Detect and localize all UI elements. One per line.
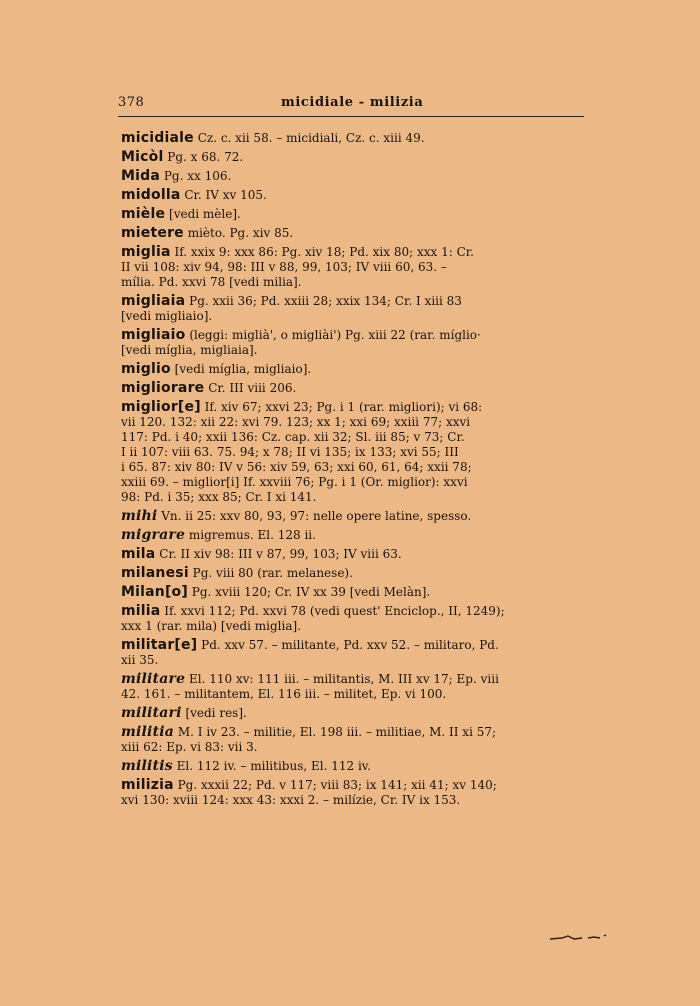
entry-headword: militare — [121, 671, 186, 687]
entry-references: Cz. c. xii 58. – micidiali, Cz. c. xiii 49. — [197, 131, 425, 145]
entry-references: If. xxix 9: xxx 86: Pg. xiv 18; Pd. xix 80; xxx 1: Cr. — [174, 245, 474, 259]
entry-line — [121, 671, 586, 687]
dictionary-entry — [121, 706, 586, 721]
dictionary-entry — [121, 725, 586, 755]
entry-headword: milanesi — [121, 565, 189, 581]
entry-headword: militar[e] — [121, 637, 198, 653]
entry-references: Pd. xxv 57. – militante, Pd. xxv 52. – militaro, Pd. — [201, 638, 499, 652]
entry-list — [121, 131, 586, 812]
entry-references: [vedi míglia, migliaia]. — [121, 343, 258, 357]
entry-references: 98: Pd. i 35; xxx 85; Cr. I xi 141. — [121, 490, 317, 504]
dictionary-entry — [121, 528, 586, 543]
dictionary-entry — [121, 778, 586, 808]
entry-references: 42. 161. – militantem, El. 116 iii. – militet, Ep. vi 100. — [121, 687, 447, 701]
entry-references: If. xiv 67; xxvi 23; Pg. i 1 (rar. migliori); vi 68: — [204, 400, 483, 414]
entry-headword: miglia — [121, 244, 171, 260]
dictionary-entry — [121, 566, 586, 581]
entry-headword: migrare — [121, 527, 186, 543]
entry-references: Pg. xviii 120; Cr. IV xx 39 [vedi Melàn]. — [191, 585, 431, 599]
entry-headword: milia — [121, 603, 161, 619]
dictionary-entry — [121, 509, 586, 524]
entry-line — [121, 343, 586, 358]
entry-references: If. xxvi 112; Pd. xxvi 78 (vedi quest' Enciclop., II, 1249); — [164, 604, 505, 618]
entry-references: Cr. IV xv 105. — [184, 188, 267, 202]
entry-line — [121, 380, 586, 396]
entry-line — [121, 130, 586, 146]
entry-references: (leggi: miglià', o migliài') Pg. xiii 22 (rar. míglio· — [189, 328, 481, 342]
entry-headword: Micòl — [121, 149, 164, 165]
entry-line — [121, 490, 586, 505]
entry-references: vii 120. 132: xii 22: xvi 79. 123; xx 1; xxi 69; xxiii 77; xxvi — [121, 415, 471, 429]
entry-headword: migliaio — [121, 327, 186, 343]
dictionary-entry — [121, 328, 586, 358]
header-rule — [118, 116, 584, 117]
entry-references: xxx 1 (rar. mila) [vedi miglia]. — [121, 619, 302, 633]
entry-line — [121, 309, 586, 324]
entry-line — [121, 327, 586, 343]
page-header — [118, 95, 584, 115]
entry-references: xvi 130: xviii 124: xxx 43: xxxi 2. – milízie, Cr. IV ix 153. — [121, 793, 461, 807]
dictionary-entry — [121, 294, 586, 324]
entry-headword: mièle — [121, 206, 166, 222]
entry-line — [121, 460, 586, 475]
entry-line — [121, 603, 586, 619]
entry-references: Pg. xxii 36; Pd. xxiii 28; xxix 134; Cr. I xiii 83 — [189, 294, 462, 308]
entry-line — [121, 187, 586, 203]
dictionary-entry — [121, 400, 586, 505]
entry-line — [121, 527, 586, 543]
entry-references: I ii 107: viii 63. 75. 94; x 78; II vi 135; ix 133; xvi 55; III — [121, 445, 459, 459]
entry-headword: miglior[e] — [121, 399, 201, 415]
entry-references: [vedi res]. — [185, 706, 247, 720]
entry-headword: midolla — [121, 187, 181, 203]
running-title: micidiale - milizia — [281, 95, 424, 110]
dictionary-entry — [121, 362, 586, 377]
entry-references: El. 112 iv. – militibus, El. 112 iv. — [176, 759, 371, 773]
entry-references: 117: Pd. i 40; xxii 136: Cz. cap. xii 32; Sl. iii 85; v 73; Cr. — [121, 430, 465, 444]
entry-references: Cr. III viii 206. — [208, 381, 297, 395]
entry-line — [121, 168, 586, 184]
dictionary-entry — [121, 759, 586, 774]
entry-headword: migliorare — [121, 380, 205, 396]
entry-line — [121, 565, 586, 581]
entry-references: mília. Pd. xxvi 78 [vedi milia]. — [121, 275, 302, 289]
dictionary-entry — [121, 226, 586, 241]
dictionary-entry — [121, 245, 586, 290]
entry-headword: militia — [121, 724, 175, 740]
entry-references: Pg. xx 106. — [163, 169, 232, 183]
entry-line — [121, 705, 586, 721]
entry-headword: micidiale — [121, 130, 194, 146]
entry-line — [121, 206, 586, 222]
entry-line — [121, 740, 586, 755]
entry-references: [vedi mèle]. — [169, 207, 241, 221]
entry-line — [121, 653, 586, 668]
entry-headword: militis — [121, 758, 173, 774]
entry-line — [121, 793, 586, 808]
entry-line — [121, 275, 586, 290]
entry-line — [121, 244, 586, 260]
entry-line — [121, 430, 586, 445]
entry-line — [121, 758, 586, 774]
entry-references: migremus. El. 128 ii. — [188, 528, 316, 542]
entry-references: El. 110 xv: 111 iii. – militantis, M. III xv 17; Ep. viii — [189, 672, 499, 686]
entry-headword: Mida — [121, 168, 160, 184]
entry-line — [121, 687, 586, 702]
entry-headword: milizia — [121, 777, 174, 793]
entry-line — [121, 508, 586, 524]
dictionary-entry — [121, 672, 586, 702]
entry-references: II vii 108: xiv 94, 98: III v 88, 99, 103; IV viii 60, 63. – — [121, 260, 447, 274]
entry-line — [121, 619, 586, 634]
entry-line — [121, 225, 586, 241]
dictionary-entry — [121, 150, 586, 165]
entry-headword: militari — [121, 705, 182, 721]
entry-references: i 65. 87: xiv 80: IV v 56: xiv 59, 63; xxi 60, 61, 64; xxii 78; — [121, 460, 472, 474]
entry-headword: miglio — [121, 361, 171, 377]
page-number: 378 — [118, 95, 145, 110]
entry-line — [121, 293, 586, 309]
entry-references: xxiii 69. – miglior[i] If. xxviii 76; Pg. i 1 (Or. miglior): xxvi — [121, 475, 468, 489]
dictionary-entry — [121, 381, 586, 396]
entry-line — [121, 546, 586, 562]
entry-headword: mietere — [121, 225, 184, 241]
entry-references: mièto. Pg. xiv 85. — [187, 226, 294, 240]
entry-line — [121, 415, 586, 430]
entry-references: M. I iv 23. – militie, El. 198 iii. – militiae, M. II xi 57; — [177, 725, 497, 739]
dictionary-entry — [121, 169, 586, 184]
entry-line — [121, 260, 586, 275]
printer-mark-icon — [548, 933, 608, 941]
entry-references: Pg. x 68. 72. — [167, 150, 244, 164]
entry-references: [vedi míglia, migliaio]. — [174, 362, 312, 376]
entry-references: Cr. II xiv 98: III v 87, 99, 103; IV viii 63. — [159, 547, 402, 561]
entry-references: Vn. ii 25: xxv 80, 93, 97: nelle opere latine, spesso. — [161, 509, 472, 523]
entry-references: Pg. viii 80 (rar. melanese). — [192, 566, 353, 580]
entry-headword: migliaia — [121, 293, 186, 309]
entry-references: xii 35. — [121, 653, 159, 667]
entry-headword: mila — [121, 546, 156, 562]
entry-headword: mihi — [121, 508, 158, 524]
entry-line — [121, 777, 586, 793]
entry-line — [121, 399, 586, 415]
dictionary-entry — [121, 585, 586, 600]
entry-references: [vedi migliaio]. — [121, 309, 213, 323]
entry-line — [121, 149, 586, 165]
entry-references: xiii 62: Ep. vi 83: vii 3. — [121, 740, 258, 754]
entry-line — [121, 637, 586, 653]
entry-line — [121, 361, 586, 377]
entry-line — [121, 445, 586, 460]
dictionary-entry — [121, 131, 586, 146]
entry-headword: Milan[o] — [121, 584, 188, 600]
entry-line — [121, 475, 586, 490]
dictionary-entry — [121, 188, 586, 203]
dictionary-entry — [121, 547, 586, 562]
entry-references: Pg. xxxii 22; Pd. v 117; viii 83; ix 141; xii 41; xv 140; — [177, 778, 497, 792]
dictionary-entry — [121, 604, 586, 634]
dictionary-entry — [121, 207, 586, 222]
entry-line — [121, 584, 586, 600]
dictionary-entry — [121, 638, 586, 668]
entry-line — [121, 724, 586, 740]
